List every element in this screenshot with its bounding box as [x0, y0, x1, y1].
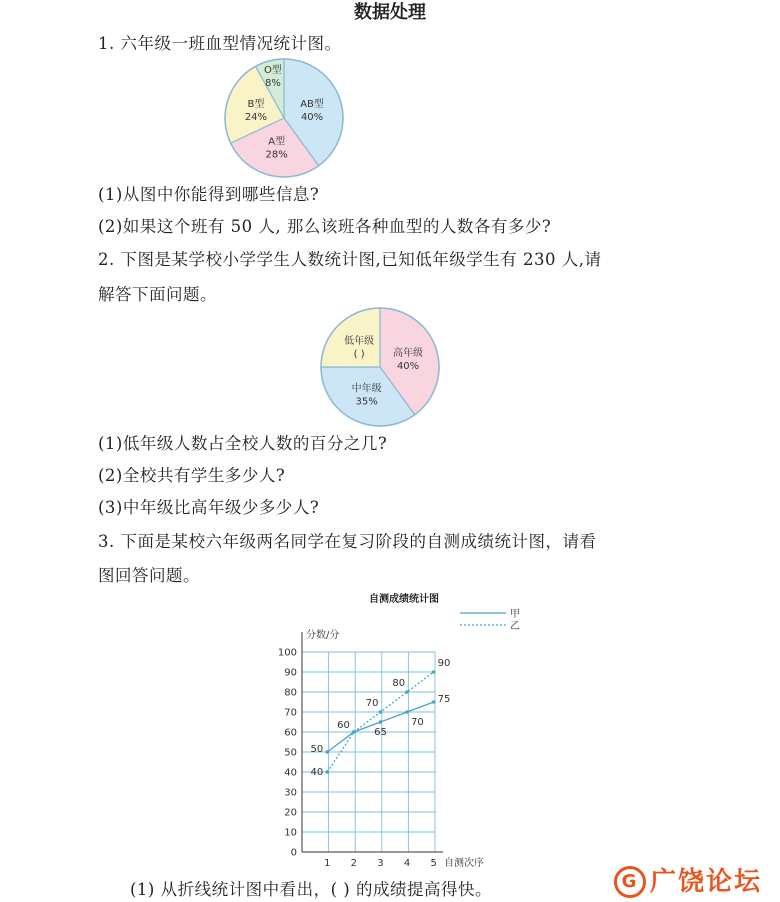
- series-1-point-0: [325, 770, 329, 774]
- q2-pie-slice-value-0: 40%: [396, 360, 420, 372]
- series-1-data-label-0: 40: [310, 767, 324, 778]
- series-1-point-2: [379, 710, 383, 714]
- series-0-point-2: [379, 720, 383, 724]
- series-1-data-label-2: 70: [365, 698, 379, 709]
- q1-pie-slice-label-2: B型: [247, 98, 265, 110]
- q1-pie-chart: [222, 56, 346, 180]
- q2-pie-chart: [318, 305, 442, 429]
- q2-pie-slice-label-2: 低年级: [344, 336, 375, 348]
- q2-pie-slice-label-1: 中年级: [351, 383, 382, 395]
- q1-pie-slice-value-0: 40%: [300, 111, 324, 123]
- q3-stem-line2: 图回答问题。: [98, 566, 200, 585]
- y-tick-label-9: 90: [284, 667, 297, 679]
- series-1-point-1: [352, 730, 356, 734]
- q3-stem-line1: 3. 下面是某校六年级两名同学在复习阶段的自测成绩统计图，请看: [98, 532, 597, 551]
- y-tick-label-0: 0: [290, 847, 297, 859]
- watermark-logo: [614, 861, 762, 899]
- q2-sub2: (2)全校共有学生多少人?: [98, 466, 286, 485]
- chart-title: 自测成绩统计图: [369, 594, 439, 605]
- watermark-text: 广饶论坛: [649, 866, 762, 897]
- x-tick-label-1: 2: [350, 858, 358, 869]
- legend-label-1: 乙: [510, 621, 520, 632]
- x-axis-label: 自测次序: [444, 858, 484, 869]
- q2-stem-line2: 解答下面问题。: [98, 285, 217, 304]
- y-tick-label-6: 60: [284, 727, 297, 739]
- series-0-point-3: [405, 710, 409, 714]
- series-0-point-4: [432, 700, 436, 704]
- y-tick-label-1: 10: [284, 827, 297, 839]
- x-tick-label-2: 3: [377, 858, 384, 869]
- y-tick-label-4: 40: [284, 767, 297, 779]
- series-0-data-label-0: 50: [310, 744, 324, 755]
- x-tick-label-3: 4: [403, 858, 411, 869]
- series-1-data-label-3: 80: [392, 678, 406, 689]
- q2-sub3: (3)中年级比高年级少多少人?: [98, 498, 320, 517]
- y-tick-label-8: 80: [284, 687, 297, 699]
- series-1-point-4: [432, 670, 436, 674]
- q1-sub1: (1)从图中你能得到哪些信息?: [98, 185, 320, 204]
- series-0-data-label-3: 70: [411, 717, 424, 728]
- q2-pie-slice-value-2: ( ): [353, 349, 365, 361]
- q1-pie-slice-label-0: AB型: [300, 98, 324, 110]
- series-0-point-0: [325, 750, 329, 754]
- watermark-g-icon: G: [614, 866, 646, 898]
- x-tick-label-4: 5: [430, 858, 437, 869]
- q1-sub2: (2)如果这个班有 50 人, 那么该班各种血型的人数各有多少?: [98, 217, 552, 236]
- series-0-data-label-2: 65: [374, 727, 387, 738]
- q1-pie-slice-label-1: A型: [268, 136, 286, 148]
- q2-stem-line1: 2. 下图是某学校小学学生人数统计图,已知低年级学生有 230 人,请: [98, 250, 602, 269]
- q2-pie-slice-label-0: 高年级: [393, 347, 424, 359]
- y-tick-label-7: 70: [284, 707, 297, 719]
- q1-pie-slice-label-3: O型: [264, 65, 282, 77]
- q2-pie-slice-value-1: 35%: [355, 396, 378, 408]
- y-tick-label-2: 20: [284, 807, 297, 819]
- q3-sub1: (1) 从折线统计图中看出，( ) 的成绩提高得快。: [130, 880, 492, 899]
- y-tick-label-5: 50: [284, 747, 297, 759]
- q1-pie-slice-value-1: 28%: [265, 149, 288, 161]
- q1-pie-slice-value-3: 8%: [265, 78, 281, 90]
- q2-sub1: (1)低年级人数占全校人数的百分之几?: [98, 434, 388, 453]
- y-tick-label-10: 100: [277, 647, 297, 659]
- page-title: 数据处理: [354, 2, 426, 23]
- series-1-point-3: [405, 690, 409, 694]
- y-tick-label-3: 30: [284, 787, 297, 799]
- series-0-data-label-4: 75: [437, 694, 451, 705]
- legend-label-0: 甲: [510, 609, 520, 620]
- x-tick-label-0: 1: [324, 858, 331, 869]
- y-axis-label: 分数/分: [306, 630, 340, 641]
- score-line-chart: [270, 588, 540, 873]
- series-0-data-label-1: 60: [337, 720, 350, 731]
- q1-pie-slice-value-2: 24%: [244, 111, 268, 123]
- series-1-data-label-4: 90: [437, 658, 451, 669]
- q1-stem: 1. 六年级一班血型情况统计图。: [98, 34, 342, 53]
